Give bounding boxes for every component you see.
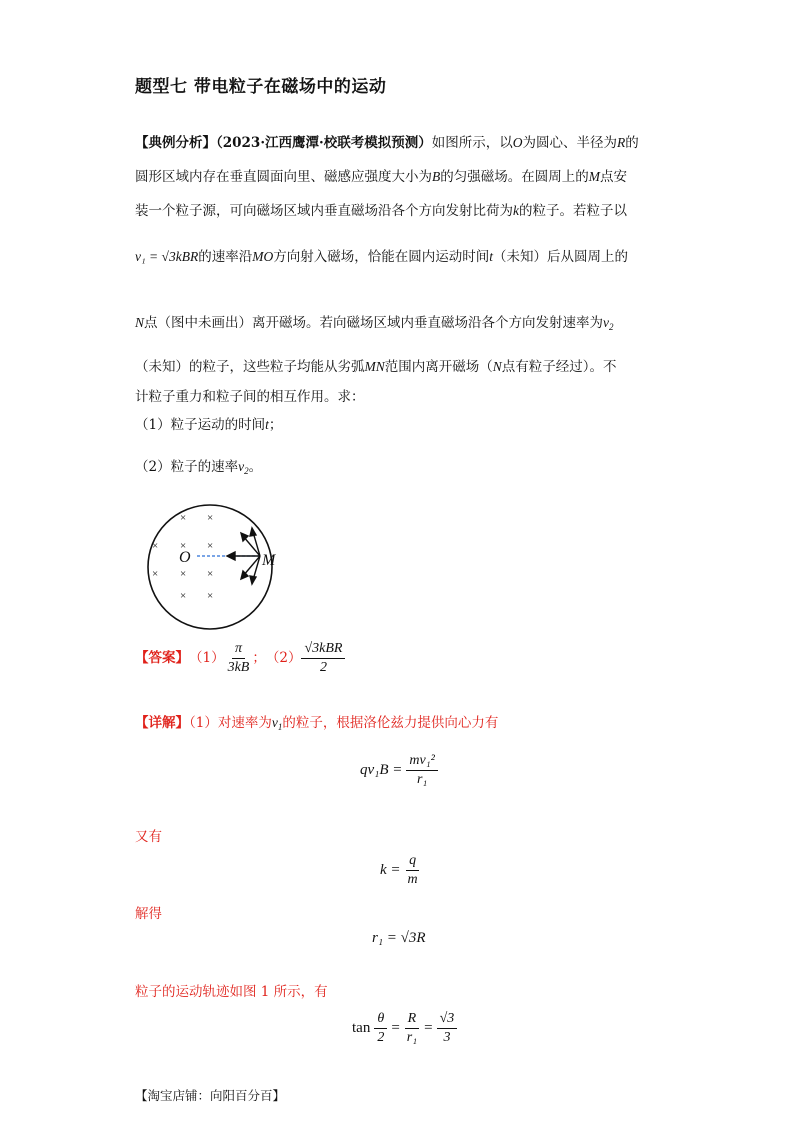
answer-line xyxy=(135,638,665,678)
var-k: k xyxy=(513,203,519,218)
text: 点（图中未画出）离开磁场。若向磁场区域内垂直磁场沿各个方向发射速率为 xyxy=(144,315,604,331)
v1-expression: v₁ = √3kBR xyxy=(135,249,199,264)
equation-fraction xyxy=(405,852,421,889)
equals-sign: = xyxy=(424,1020,433,1036)
var-N-2: N xyxy=(492,359,502,374)
problem-line-3 xyxy=(135,200,665,222)
var-v2: v xyxy=(603,315,610,330)
fraction-numerator: θ xyxy=(374,1010,387,1029)
problem-line-7 xyxy=(135,386,665,408)
equation-fraction xyxy=(406,752,437,789)
solution-intro xyxy=(135,712,665,738)
text: （1）粒子运动的时间 xyxy=(135,417,266,433)
point-M-label: M xyxy=(262,552,276,569)
var-B: B xyxy=(432,169,441,184)
field-mark: × xyxy=(180,590,187,602)
answer-tag: 【答案】 xyxy=(135,650,189,666)
text: 计粒子重力和粒子间的相互作用。求： xyxy=(135,389,365,405)
question-1 xyxy=(135,414,665,436)
var-N: N xyxy=(135,315,145,330)
fraction-numerator: √3 xyxy=(437,1010,458,1029)
field-mark: × xyxy=(180,568,187,580)
text: （未知）的粒子，这些粒子均能从劣弧 xyxy=(135,359,365,375)
text: 点有粒子经过）。不 xyxy=(501,359,617,375)
fraction-denominator: 3 xyxy=(443,1030,451,1045)
text: （1）对速率为 xyxy=(189,715,272,731)
text: ； xyxy=(252,650,266,666)
page-title: 题型七 带电粒子在磁场中的运动 xyxy=(135,77,387,97)
tan-label: tan xyxy=(352,1020,371,1036)
var-M: M xyxy=(588,169,600,184)
footer-shop-label: 【淘宝店铺：向阳百分百】 xyxy=(135,1088,286,1103)
text: （2） xyxy=(265,650,302,666)
solution-tag: 【详解】 xyxy=(135,715,189,731)
equation-3: r₁ = √3R xyxy=(372,930,426,946)
field-mark: × xyxy=(207,568,214,580)
text: ； xyxy=(268,417,283,433)
text: （未知）后从圆周上的 xyxy=(492,249,628,265)
fraction-numerator: mv₁² xyxy=(406,752,437,771)
fraction-denominator: r₁ xyxy=(406,1030,418,1045)
text: 的粒子。若粒子以 xyxy=(519,203,627,219)
text: 。 xyxy=(248,459,263,475)
var-O: O xyxy=(512,135,523,150)
equals-sign: = xyxy=(391,1020,400,1036)
field-mark: × xyxy=(152,568,159,580)
text: 方向射入磁场，恰能在圆内运动时间 xyxy=(273,249,490,265)
solution-trajectory: 粒子的运动轨迹如图 1 所示，有 xyxy=(135,984,328,1000)
fraction-denominator: m xyxy=(407,872,418,887)
var-MO: MO xyxy=(252,249,274,264)
var-v1: $v_1$ xyxy=(271,715,283,732)
field-mark: × xyxy=(152,540,159,552)
fraction-denominator: r₁ xyxy=(416,772,428,787)
answer-1-fraction xyxy=(225,640,253,677)
equation-fraction xyxy=(404,1010,420,1047)
equation-left: qv₁B = xyxy=(360,762,403,778)
text: 的粒子，根据洛伦兹力提供向心力有 xyxy=(282,715,499,731)
problem-tag: 【典例分析】 xyxy=(135,135,216,151)
field-mark: × xyxy=(180,512,187,524)
var-v2-sub-2: 2 xyxy=(244,466,249,476)
equation-left: k = xyxy=(380,862,401,878)
problem-line-1 xyxy=(135,132,665,154)
fraction-denominator: 2 xyxy=(377,1030,385,1045)
fraction-numerator: R xyxy=(405,1010,420,1029)
field-mark: × xyxy=(207,540,214,552)
velocity-arrows xyxy=(227,528,260,584)
equation-fraction xyxy=(374,1010,387,1047)
var-t: t xyxy=(489,249,493,264)
fraction-numerator: q xyxy=(406,852,419,871)
equation-fraction xyxy=(437,1010,458,1047)
text: 范围内离开磁场（ xyxy=(384,359,493,375)
equation-2 xyxy=(380,852,421,889)
problem-line-4 xyxy=(135,246,665,268)
var-v2-sub: 2 xyxy=(609,322,614,332)
problem-source: （2023·江西鹰潭·校联考模拟预测） xyxy=(216,135,432,151)
text: （1） xyxy=(189,650,225,666)
fraction-numerator: √3kBR xyxy=(301,640,345,659)
var-R: R xyxy=(616,135,626,150)
text: 的 xyxy=(625,135,639,151)
problem-line-2 xyxy=(135,166,665,188)
solution-solve: 解得 xyxy=(135,906,162,922)
field-mark: × xyxy=(207,590,214,602)
field-mark: × xyxy=(207,512,214,524)
var-t-2: t xyxy=(265,417,269,432)
text: 点安 xyxy=(600,169,627,185)
problem-line-6 xyxy=(135,356,665,378)
magnetic-field-figure xyxy=(135,492,285,642)
fraction-numerator: π xyxy=(232,640,245,659)
fraction-denominator: 2 xyxy=(319,659,327,675)
answer-2-fraction xyxy=(301,640,345,677)
equation-1 xyxy=(360,752,438,789)
problem-line-5 xyxy=(135,312,665,338)
text: 的速率沿 xyxy=(198,249,253,265)
text: 的匀强磁场。在圆周上的 xyxy=(440,169,589,185)
var-MN: MN xyxy=(364,359,385,374)
fraction-denominator: 3kB xyxy=(227,659,250,675)
text: （2）粒子的速率 xyxy=(135,459,239,475)
solution-also: 又有 xyxy=(135,829,162,845)
text: 圆形区域内存在垂直圆面向里、磁感应强度大小为 xyxy=(135,169,432,185)
field-mark: × xyxy=(180,540,187,552)
equation-4 xyxy=(352,1010,457,1047)
text: 如图所示，以 xyxy=(431,135,513,151)
center-label: O xyxy=(179,549,191,566)
var-v2-2: v xyxy=(238,459,245,474)
question-2 xyxy=(135,456,665,482)
text: 装一个粒子源，可向磁场区域内垂直磁场沿各个方向发射比荷为 xyxy=(135,203,513,219)
text: 为圆心、半径为 xyxy=(522,135,617,151)
